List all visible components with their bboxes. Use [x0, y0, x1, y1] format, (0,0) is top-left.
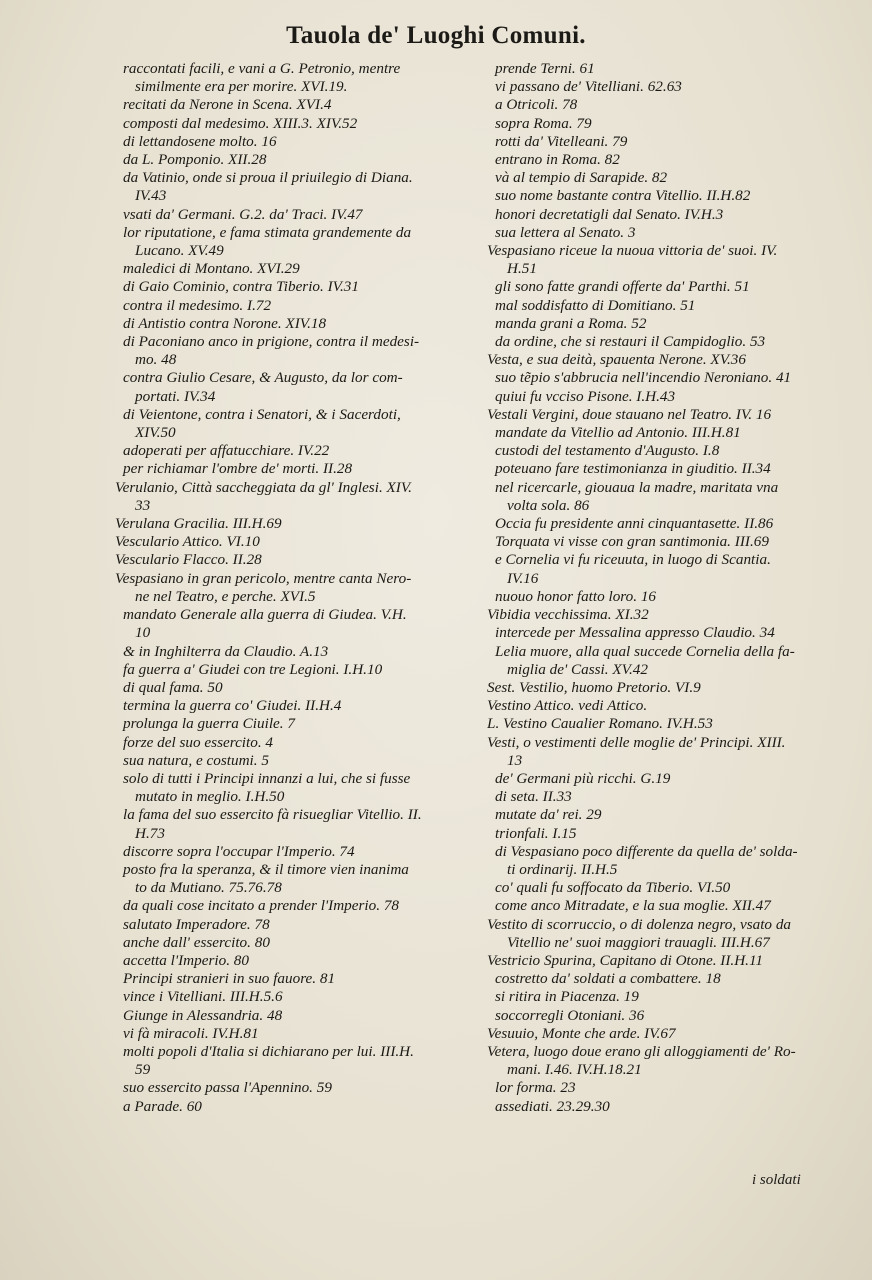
index-line: IV.16 [507, 569, 539, 587]
index-line: Vestito di scorruccio, o di dolenza negro, vsato da [487, 915, 792, 933]
index-line: salutato Imperadore. 78 [123, 915, 270, 933]
index-line: adoperati per affatucchiare. IV.22 [123, 442, 330, 460]
index-line: honori decretatigli dal Senato. IV.H.3 [495, 205, 724, 223]
index-line: intercede per Messalina appresso Claudio. 34 [495, 624, 775, 642]
index-line: Lucano. XV.49 [135, 242, 224, 260]
index-line: recitati da Nerone in Scena. XVI.4 [123, 96, 332, 114]
index-line: maledici di Montano. XVI.29 [123, 260, 300, 278]
index-line: suo tẽpio s'abbrucia nell'incendio Neroniano. 41 [495, 369, 792, 387]
index-line: soccorregli Otoniani. 36 [495, 1006, 645, 1024]
index-line: fa guerra a' Giudei con tre Legioni. I.H.10 [123, 660, 383, 678]
index-line: di Antistio contra Norone. XIV.18 [123, 314, 327, 332]
index-line: mutato in meglio. I.H.50 [135, 788, 285, 806]
index-line: Torquata vi visse con gran santimonia. III.69 [495, 533, 769, 551]
index-line: ne nel Teatro, e perche. XVI.5 [135, 587, 316, 605]
index-line: Vibidia vecchissima. XI.32 [487, 606, 649, 624]
index-line: prende Terni. 61 [495, 60, 595, 77]
index-line: rotti da' Vitelleani. 79 [495, 132, 628, 150]
index-line: contra il medesimo. I.72 [123, 296, 272, 314]
index-line: portati. IV.34 [135, 387, 216, 405]
index-line: a Otricoli. 78 [495, 96, 578, 114]
index-line: 59 [135, 1061, 151, 1079]
index-line: per richiamar l'ombre de' morti. II.28 [123, 460, 353, 478]
index-line: Vespasiano in gran pericolo, mentre canta Nero- [115, 569, 412, 587]
index-line: costretto da' soldati a combattere. 18 [495, 970, 721, 988]
index-line: raccontati facili, e vani a G. Petronio, mentre [123, 60, 401, 77]
index-line: manda grani a Roma. 52 [495, 314, 647, 332]
index-line: Vestino Attico. vedi Attico. [487, 697, 648, 715]
index-line: vsati da' Germani. G.2. da' Traci. IV.47 [123, 205, 363, 223]
index-line: mal soddisfatto di Domitiano. 51 [495, 296, 696, 314]
index-line: mandato Generale alla guerra di Giudea. V.H. [123, 606, 407, 624]
index-line: molti popoli d'Italia si dichiarano per lui. III.H. [123, 1042, 414, 1060]
index-column-right [487, 60, 837, 1116]
index-line: quiui fu vcciso Pisone. I.H.43 [495, 387, 676, 405]
index-line: e Cornelia vi fu riceuuta, in luogo di Scantia. [495, 551, 771, 569]
index-line: posto fra la speranza, & il timore vien inanima [123, 860, 409, 878]
index-line: lor riputatione, e fama stimata grandemente da [123, 223, 412, 241]
index-line: mutate da' rei. 29 [495, 806, 602, 824]
index-line: entrano in Roma. 82 [495, 151, 620, 169]
index-line: nel ricercarle, giouaua la madre, maritata vna [495, 478, 779, 496]
index-line: Vesuuio, Monte che arde. IV.67 [487, 1024, 676, 1042]
index-line: anche dall' essercito. 80 [123, 933, 270, 951]
index-column-left [115, 60, 477, 1116]
index-line: vi fà miracoli. IV.H.81 [123, 1024, 259, 1042]
index-line: poteuano fare testimonianza in giuditio. II.34 [495, 460, 771, 478]
index-line: a Parade. 60 [123, 1097, 202, 1115]
catchword: i soldati [752, 1172, 801, 1188]
index-line: si ritira in Piacenza. 19 [495, 988, 639, 1006]
index-line: termina la guerra co' Giudei. II.H.4 [123, 697, 342, 715]
index-line: trionfali. I.15 [495, 824, 577, 842]
index-line: Lelia muore, alla qual succede Cornelia della fa- [495, 642, 795, 660]
index-line: to da Mutiano. 75.76.78 [135, 879, 282, 897]
index-line: vi passano de' Vitelliani. 62.63 [495, 78, 682, 96]
index-line: XIV.50 [135, 424, 176, 442]
index-line: Vitellio ne' suoi maggiori trauagli. III.H.67 [507, 933, 770, 951]
index-line: Sest. Vestilio, huomo Pretorio. VI.9 [487, 678, 701, 696]
index-line: IV.43 [135, 187, 167, 205]
index-line: H.73 [135, 824, 165, 842]
index-line: Principi stranieri in suo fauore. 81 [123, 970, 336, 988]
index-line: sua natura, e costumi. 5 [123, 751, 269, 769]
index-line: Verulana Gracilia. III.H.69 [115, 515, 282, 533]
index-line: solo di tutti i Principi innanzi a lui, che si fusse [123, 769, 411, 787]
index-line: Giunge in Alessandria. 48 [123, 1006, 283, 1024]
index-line: di seta. II.33 [495, 788, 572, 806]
index-line: H.51 [507, 260, 537, 278]
index-line: composti dal medesimo. XIII.3. XIV.52 [123, 114, 358, 132]
index-line: de' Germani più ricchi. G.19 [495, 769, 671, 787]
index-line: prolunga la guerra Ciuile. 7 [123, 715, 295, 733]
index-line: Vestricio Spurina, Capitano di Otone. II.H.11 [487, 951, 764, 969]
index-line: 13 [507, 751, 523, 769]
index-line: 33 [135, 496, 151, 514]
index-line: suo nome bastante contra Vitellio. II.H.82 [495, 187, 751, 205]
index-line: mo. 48 [135, 351, 177, 369]
index-line: contra Giulio Cesare, & Augusto, da lor com- [123, 369, 403, 387]
index-line: mandate da Vitellio ad Antonio. III.H.81 [495, 424, 741, 442]
index-line: gli sono fatte grandi offerte da' Parthi. 51 [495, 278, 750, 296]
index-line: L. Vestino Caualier Romano. IV.H.53 [487, 715, 713, 733]
index-line: co' quali fu soffocato da Tiberio. VI.50 [495, 879, 731, 897]
index-line: Vesculario Flacco. II.28 [115, 551, 262, 569]
index-line: forze del suo essercito. 4 [123, 733, 274, 751]
index-line: và al tempio di Sarapide. 82 [495, 169, 668, 187]
index-line: Vespasiano riceue la nuoua vittoria de' suoi. IV. [487, 242, 778, 260]
index-line: Vestali Vergini, doue stauano nel Teatro. IV. 16 [487, 405, 772, 423]
index-line: lor forma. 23 [495, 1079, 576, 1097]
index-line: da quali cose incitato a prender l'Imperio. 78 [123, 897, 400, 915]
index-line: Vesti, o vestimenti delle moglie de' Principi. XIII. [487, 733, 786, 751]
index-line: di qual fama. 50 [123, 678, 223, 696]
index-line: Vetera, luogo doue erano gli alloggiamenti de' Ro- [487, 1042, 796, 1060]
index-line: miglia de' Cassi. XV.42 [507, 660, 648, 678]
index-line: Occia fu presidente anni cinquantasette. II.86 [495, 515, 774, 533]
index-line: suo essercito passa l'Apennino. 59 [123, 1079, 332, 1097]
index-line: da Vatinio, onde si proua il priuilegio di Diana. [123, 169, 413, 187]
page-title: Tauola de' Luoghi Comuni. [286, 22, 586, 49]
index-line: assediati. 23.29.30 [495, 1097, 610, 1115]
index-line: da ordine, che si restauri il Campidoglio. 53 [495, 333, 766, 351]
index-line: come anco Mitradate, e la sua moglie. XII.47 [495, 897, 771, 915]
index-line: vince i Vitelliani. III.H.5.6 [123, 988, 283, 1006]
index-line: mani. I.46. IV.H.18.21 [507, 1061, 642, 1079]
index-line: di Paconiano anco in prigione, contra il medesi- [123, 333, 420, 351]
index-line: di lettandosene molto. 16 [123, 132, 277, 150]
index-line: ti ordinarij. II.H.5 [507, 860, 618, 878]
index-line: 10 [135, 624, 151, 642]
index-line: la fama del suo essercito fà risuegliar Vitellio. II. [123, 806, 422, 824]
index-line: volta sola. 86 [507, 496, 590, 514]
index-line: Verulanio, Città saccheggiata da gl' Inglesi. XIV. [115, 478, 412, 496]
index-line: di Veientone, contra i Senatori, & i Sacerdoti, [123, 405, 401, 423]
index-line: sopra Roma. 79 [495, 114, 592, 132]
index-line: Vesta, e sua deità, spauenta Nerone. XV.36 [487, 351, 746, 369]
index-line: custodi del testamento d'Augusto. I.8 [495, 442, 720, 460]
index-line: di Gaio Cominio, contra Tiberio. IV.31 [123, 278, 359, 296]
index-line: da L. Pomponio. XII.28 [123, 151, 267, 169]
index-line: similmente era per morire. XVI.19. [135, 78, 348, 96]
index-line: sua lettera al Senato. 3 [495, 223, 636, 241]
index-line: & in Inghilterra da Claudio. A.13 [123, 642, 329, 660]
index-line: discorre sopra l'occupar l'Imperio. 74 [123, 842, 355, 860]
index-line: nuouo honor fatto loro. 16 [495, 587, 657, 605]
index-line: accetta l'Imperio. 80 [123, 951, 249, 969]
index-line: Vesculario Attico. VI.10 [115, 533, 260, 551]
index-line: di Vespasiano poco differente da quella de' solda- [495, 842, 798, 860]
